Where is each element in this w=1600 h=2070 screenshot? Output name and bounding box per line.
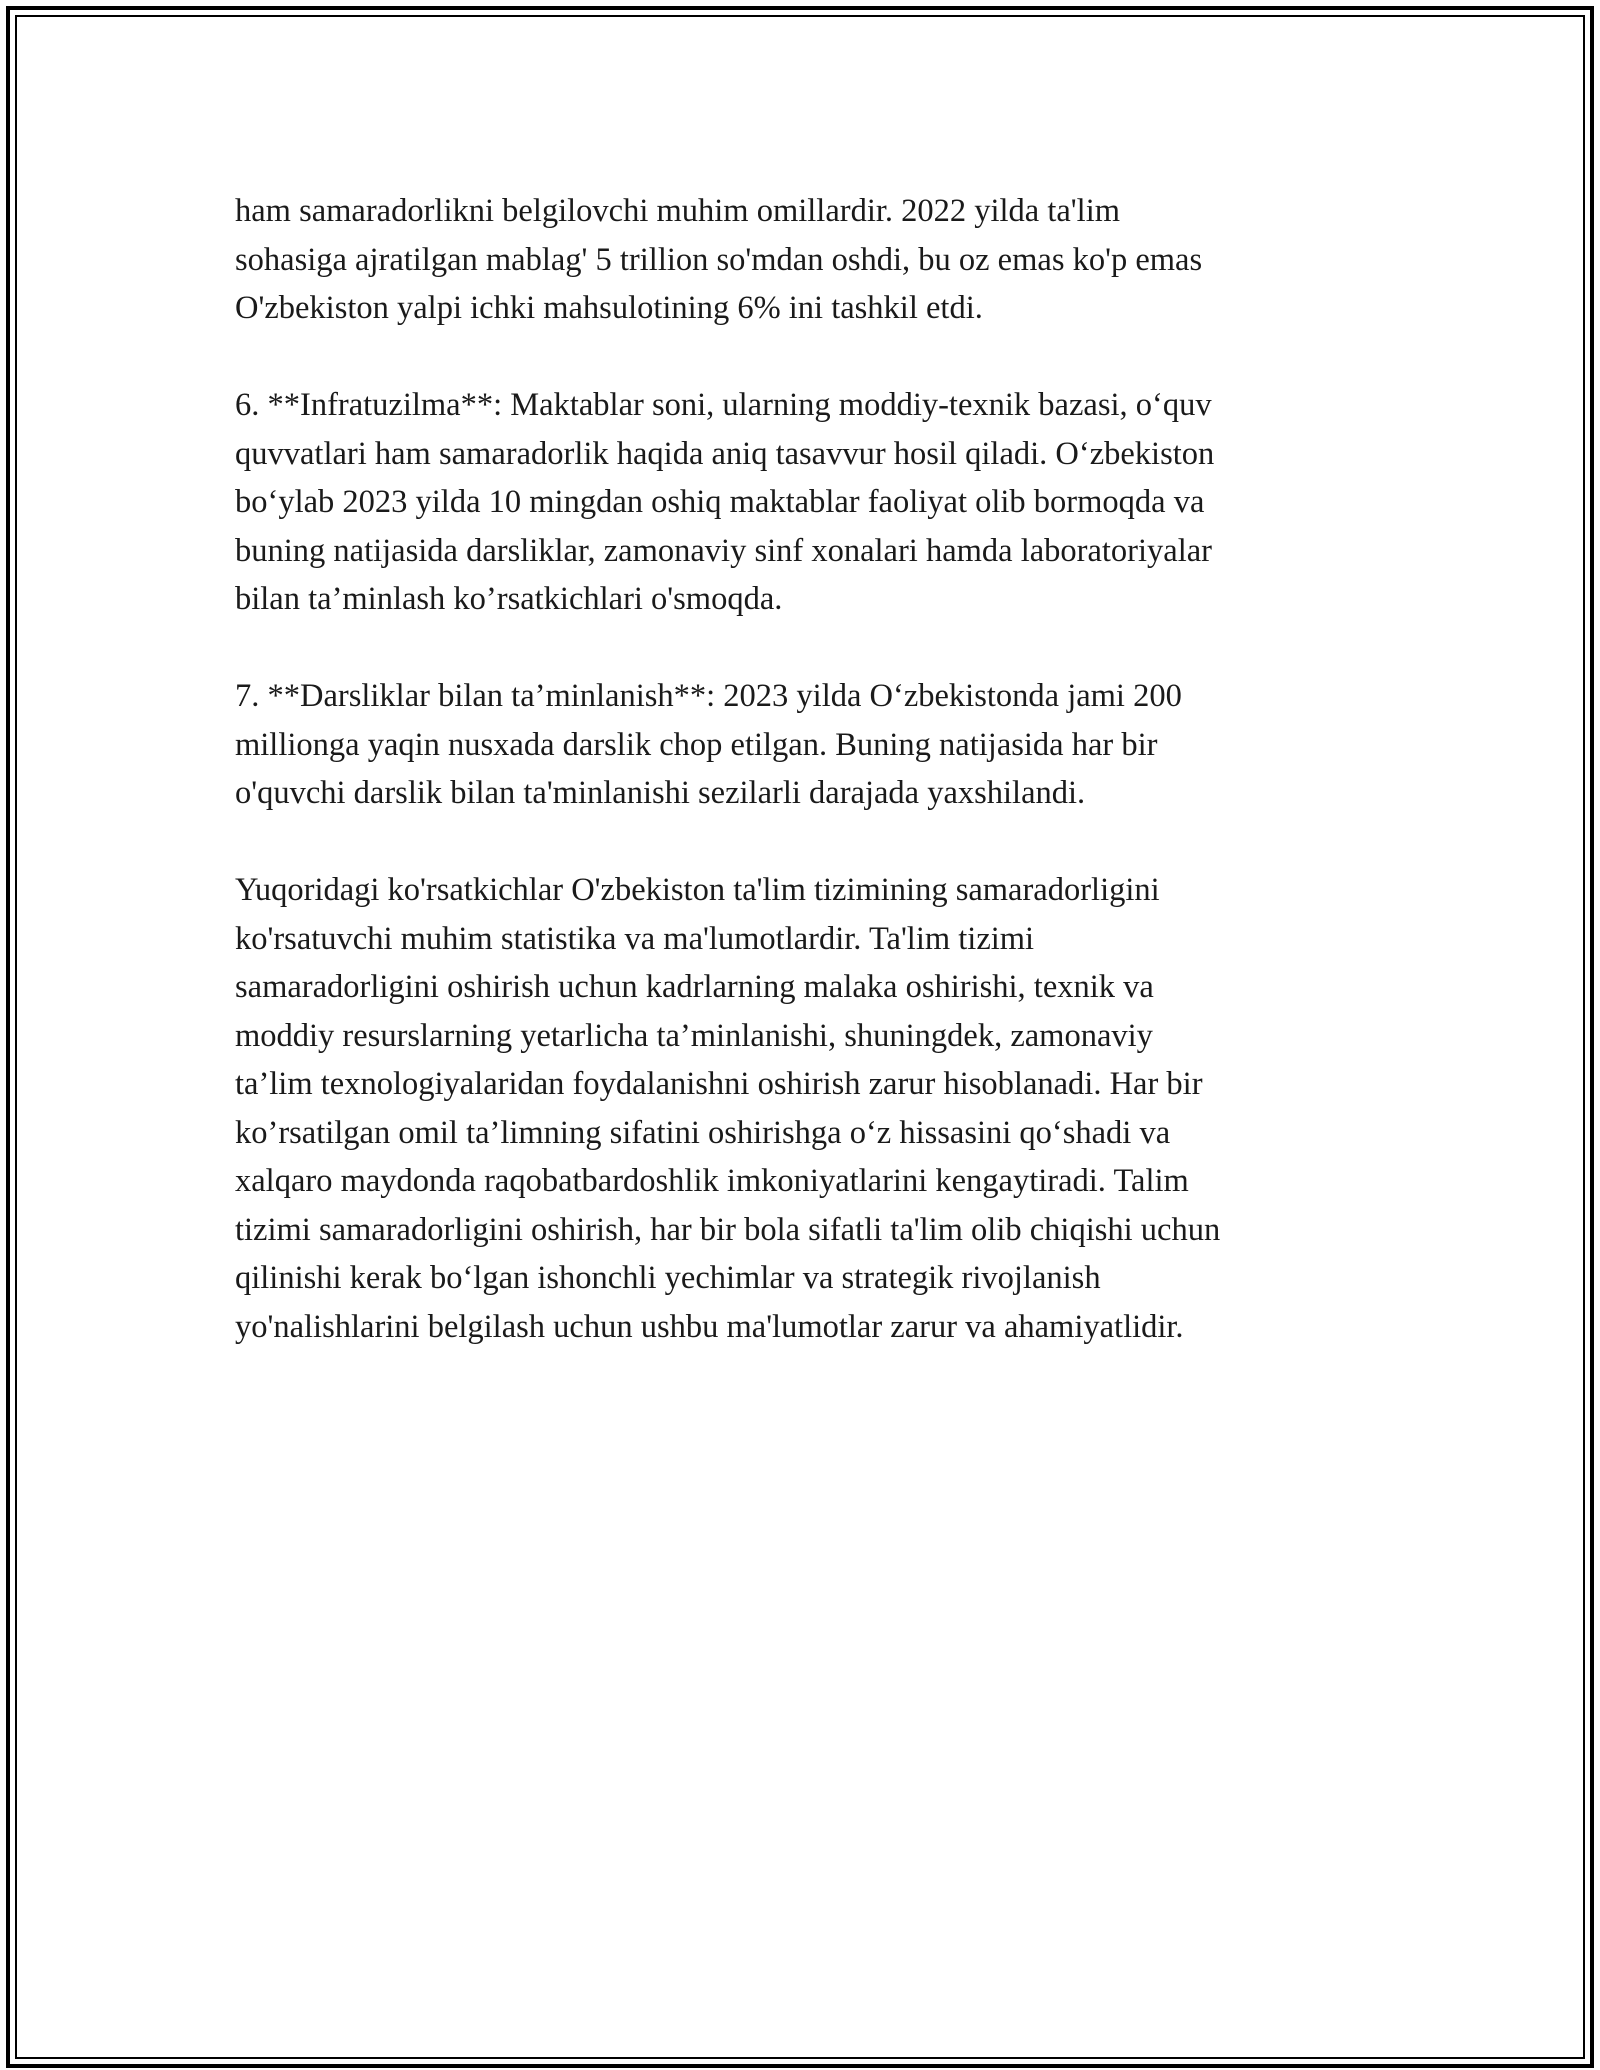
text-line: sohasiga ajratilgan mablag' 5 trillion so'mdan oshdi, bu oz emas ko'p emas — [235, 241, 1203, 278]
text-line: buning natijasida darsliklar, zamonaviy sinf xonalari hamda laboratoriyalar — [235, 532, 1212, 569]
text-line: O'zbekiston yalpi ichki mahsulotining 6% ini tashkil etdi. — [235, 290, 983, 326]
text-line: xalqaro maydonda raqobatbardoshlik imkoniyatlarini kengaytiradi. Talim — [235, 1163, 1189, 1199]
text-line: o'quvchi darslik bilan ta'minlanishi sezilarli darajada yaxshilandi. — [235, 775, 1086, 811]
text-line: qilinishi kerak bo‘lgan ishonchli yechimlar va strategik rivojlanish — [235, 1260, 1101, 1296]
text-line: ko'rsatuvchi muhim statistika va ma'lumotlardir. Ta'lim tizimi — [235, 920, 1035, 957]
text-line: 6. **Infratuzilma**: Maktablar soni, ularning moddiy-texnik bazasi, o‘quv — [235, 387, 1212, 423]
text-line: 7. **Darsliklar bilan ta’minlanish**: 2023 yilda O‘zbekistonda jami 200 — [235, 678, 1182, 714]
text-line: samaradorligini oshirish uchun kadrlarning malaka oshirishi, texnik va — [235, 969, 1154, 1005]
text-line: moddiy resurslarning yetarlicha ta’minlanishi, shuningdek, zamonaviy — [235, 1017, 1153, 1054]
text-line: bilan ta’minlash ko’rsatkichlari o'smoqda. — [235, 581, 783, 617]
text-line: Yuqoridagi ko'rsatkichlar O'zbekiston ta'lim tizimining samaradorligini — [235, 872, 1160, 908]
text-line: bo‘ylab 2023 yilda 10 mingdan oshiq maktablar faoliyat olib bormoqda va — [235, 484, 1205, 520]
text-line: tizimi samaradorligini oshirish, har bir bola sifatli ta'lim olib chiqishi uchun — [235, 1211, 1221, 1248]
text-line: millionga yaqin nusxada darslik chop etilgan. Buning natijasida har bir — [235, 726, 1158, 763]
text-line: ko’rsatilgan omil ta’limning sifatini oshirishga o‘z hissasini qo‘shadi va — [235, 1114, 1171, 1151]
paragraph-infrastructure — [235, 381, 1375, 624]
paragraph-funding-continuation — [235, 187, 1375, 333]
paragraph-textbooks — [235, 672, 1375, 818]
text-line: quvvatlari ham samaradorlik haqida aniq tasavvur hosil qiladi. O‘zbekiston — [235, 435, 1215, 472]
text-line: ta’lim texnologiyalaridan foydalanishni oshirish zarur hisoblanadi. Har bir — [235, 1066, 1203, 1102]
paragraph-conclusion — [235, 866, 1375, 1351]
text-line: ham samaradorlikni belgilovchi muhim omillardir. 2022 yilda ta'lim — [235, 193, 1121, 229]
document-body — [235, 187, 1375, 1400]
text-line: yo'nalishlarini belgilash uchun ushbu ma'lumotlar zarur va ahamiyatlidir. — [235, 1308, 1184, 1345]
